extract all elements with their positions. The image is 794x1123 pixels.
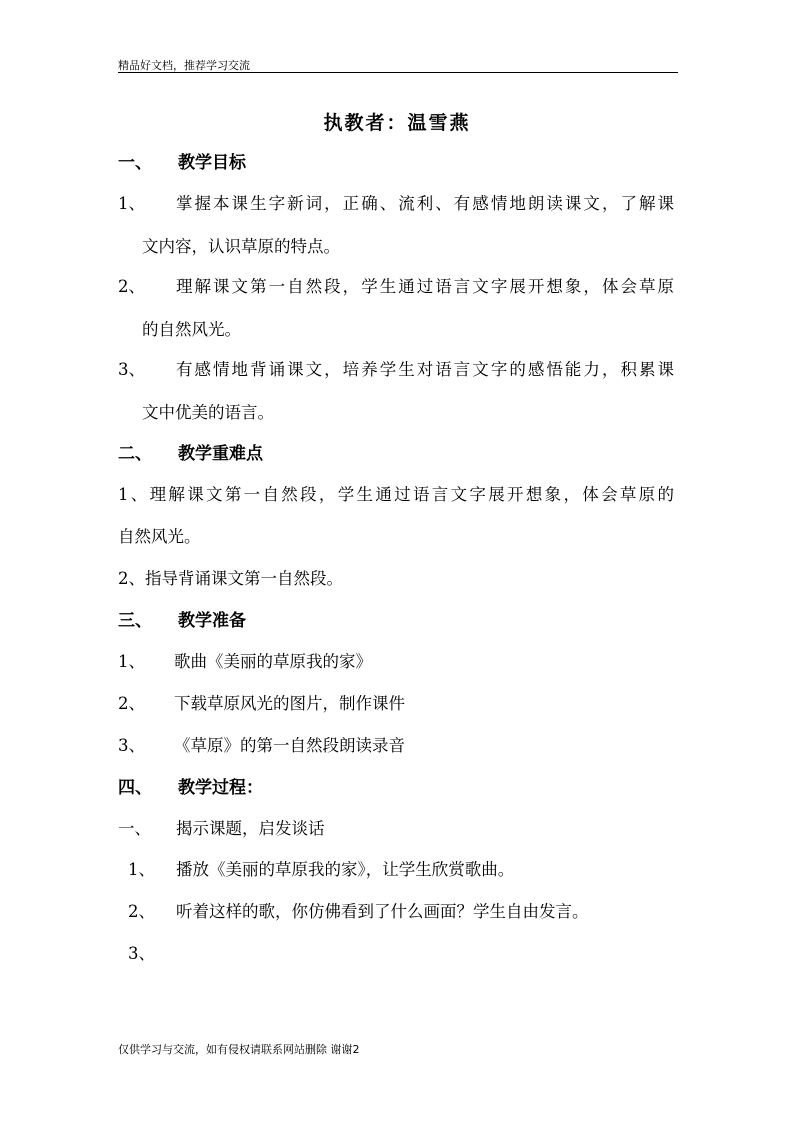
header-divider [118,72,678,73]
prep-item-3 [118,732,405,756]
goal-item-2-continued: 的自然风光。 [142,320,241,339]
page-header-text: 精品好文档，推荐学习交流 [118,59,250,72]
item-number: 3、 [118,360,145,379]
section-heading-keypoints [118,439,263,464]
goal-item-2 [118,273,674,297]
process-step-1 [118,815,325,839]
item-text: 揭示课题，启发谈话 [176,819,325,838]
item-text: 掌握本课生字新词，正确、流利、有感情地朗读课文，了解课 [176,194,674,213]
section-label: 教学准备 [178,611,246,631]
section-number: 一、 [118,153,152,173]
section-number: 四、 [118,778,152,798]
item-text: 有感情地背诵课文，培养学生对语言文字的感悟能力，积累课 [176,360,674,379]
item-number: 1、 [118,652,145,671]
goal-item-3-continued: 文中优美的语言。 [142,403,274,422]
section-label: 教学重难点 [178,444,263,464]
section-heading-prep [118,606,246,631]
item-number: 1、 [118,194,145,213]
item-text: 歌曲《美丽的草原我的家》 [174,652,372,671]
section-heading-goals [118,148,246,173]
page-footer-text: 仅供学习与交流，如有侵权请联系网站删除 谢谢2 [118,1043,360,1056]
process-item-1 [128,856,515,880]
section-heading-process [118,773,263,798]
process-item-2 [128,898,589,922]
goal-item-1 [118,190,674,214]
process-item-3 [128,940,155,964]
item-number: 2、 [128,902,155,921]
item-number: 1、 [128,860,155,879]
item-text: 听着这样的歌，你仿佛看到了什么画面？学生自由发言。 [176,902,589,921]
goal-item-3 [118,356,674,380]
keypoint-1: 1、理解课文第一自然段，学生通过语言文字展开想象，体会草原的 [118,485,674,504]
item-text: 《草原》的第一自然段朗读录音 [174,736,405,755]
keypoint-2: 2、指导背诵课文第一自然段。 [118,569,343,588]
item-number: 一、 [118,819,151,838]
item-text: 理解课文第一自然段，学生通过语言文字展开想象，体会草原 [176,277,674,296]
goal-item-1-continued: 文内容，认识草原的特点。 [142,237,340,256]
page-title: 执教者：温雪燕 [323,112,471,134]
item-number: 2、 [118,694,145,713]
item-number: 3、 [118,736,145,755]
item-text: 播放《美丽的草原我的家》，让学生欣赏歌曲。 [176,860,515,879]
section-number: 三、 [118,611,152,631]
item-number: 3、 [128,944,155,963]
item-text: 下载草原风光的图片，制作课件 [174,694,405,713]
item-number: 2、 [118,277,145,296]
prep-item-1 [118,648,372,672]
prep-item-2 [118,690,405,714]
section-number: 二、 [118,444,152,464]
keypoint-1-continued: 自然风光。 [118,527,201,546]
section-label: 教学过程： [178,778,263,798]
section-label: 教学目标 [178,153,246,173]
